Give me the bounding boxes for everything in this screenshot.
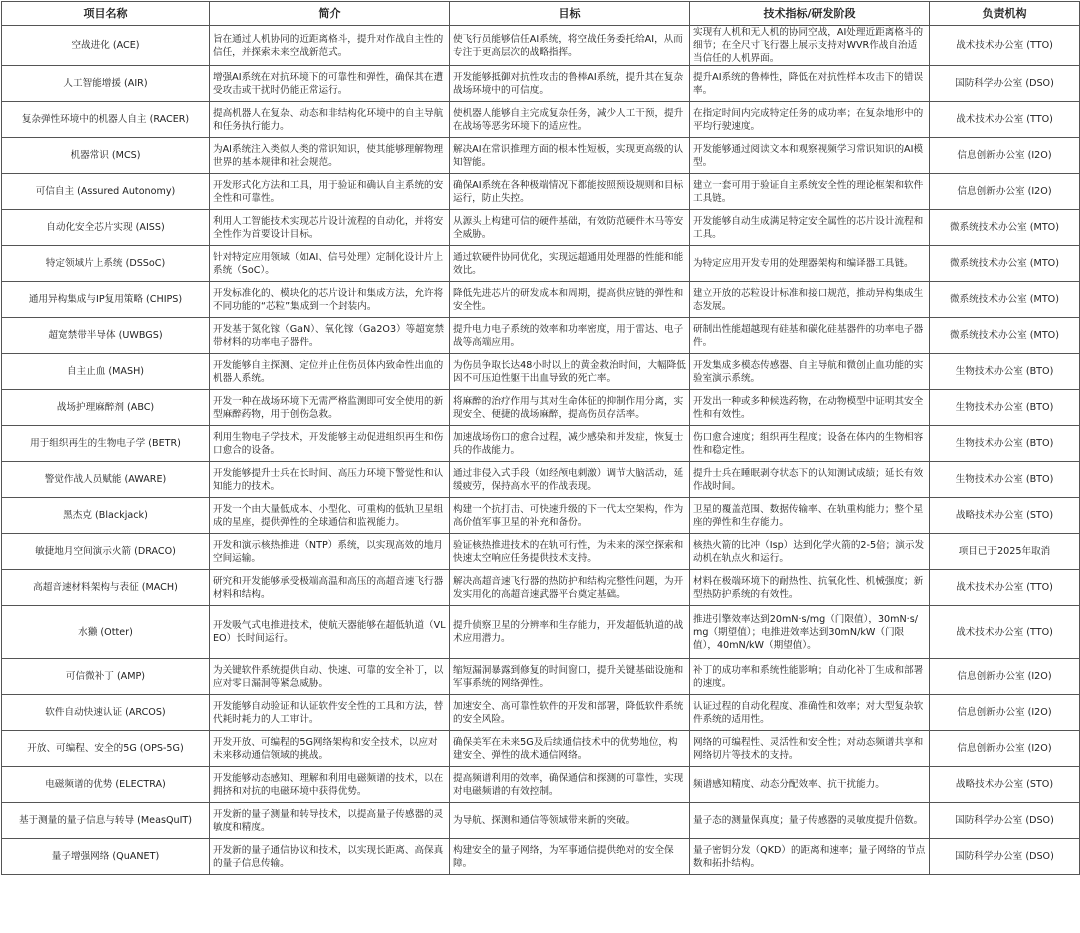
metric-cell: 补丁的成功率和系统性能影响；自动化补丁生成和部署的速度。 [690, 659, 930, 695]
intro-cell: 开发开放、可编程的5G网络架构和安全技术，以应对未来移动通信领域的挑战。 [210, 731, 450, 767]
org-cell: 生物技术办公室 (BTO) [930, 390, 1080, 426]
goal-cell: 确保AI系统在各种极端情况下都能按照预设规则和目标运行，防止失控。 [450, 174, 690, 210]
goal-cell: 验证核热推进技术的在轨可行性，为未来的深空探索和快速太空响应任务提供技术支持。 [450, 534, 690, 570]
org-cell: 生物技术办公室 (BTO) [930, 426, 1080, 462]
metric-cell: 核热火箭的比冲（Isp）达到化学火箭的2-5倍；演示发动机在轨点火和运行。 [690, 534, 930, 570]
project-name-cell: 战场护理麻醉剂 (ABC) [2, 390, 210, 426]
intro-cell: 开发新的量子测量和转导技术，以提高量子传感器的灵敏度和精度。 [210, 803, 450, 839]
metric-cell: 实现有人机和无人机的协同空战，AI处理近距离格斗的细节；在全尺寸飞行器上展示支持对WVR作战自治适当信任的人机界面。 [690, 26, 930, 66]
intro-cell: 开发能够自主探测、定位并止住伤员体内致命性出血的机器人系统。 [210, 354, 450, 390]
metric-cell: 伤口愈合速度；组织再生程度；设备在体内的生物相容性和稳定性。 [690, 426, 930, 462]
org-cell: 生物技术办公室 (BTO) [930, 462, 1080, 498]
metric-cell: 卫星的覆盖范围、数据传输率、在轨重构能力；整个星座的弹性和生存能力。 [690, 498, 930, 534]
table-row [2, 695, 1080, 731]
metric-cell: 研制出性能超越现有硅基和碳化硅基器件的功率电子器件。 [690, 318, 930, 354]
table-row [2, 210, 1080, 246]
goal-cell: 加速战场伤口的愈合过程，减少感染和并发症，恢复士兵的作战能力。 [450, 426, 690, 462]
intro-cell: 开发和演示核热推进（NTP）系统，以实现高效的地月空间运输。 [210, 534, 450, 570]
intro-cell: 提高机器人在复杂、动态和非结构化环境中的自主导航和任务执行能力。 [210, 102, 450, 138]
project-name-cell: 可信微补丁 (AMP) [2, 659, 210, 695]
intro-cell: 为关键软件系统提供自动、快速、可靠的安全补丁，以应对零日漏洞等紧急威胁。 [210, 659, 450, 695]
goal-cell: 通过非侵入式手段（如经颅电刺激）调节大脑活动，延缓疲劳，保持高水平的作战表现。 [450, 462, 690, 498]
org-cell: 战术技术办公室 (TTO) [930, 26, 1080, 66]
table-row [2, 318, 1080, 354]
intro-cell: 增强AI系统在对抗环境下的可靠性和弹性，确保其在遭受攻击或干扰时仍能正常运行。 [210, 66, 450, 102]
table-row [2, 138, 1080, 174]
goal-cell: 加速安全、高可靠性软件的开发和部署，降低软件系统的安全风险。 [450, 695, 690, 731]
org-cell: 生物技术办公室 (BTO) [930, 354, 1080, 390]
org-cell: 国防科学办公室 (DSO) [930, 803, 1080, 839]
header-metric: 技术指标/研发阶段 [690, 2, 930, 26]
org-cell: 战略技术办公室 (STO) [930, 767, 1080, 803]
metric-cell: 频谱感知精度、动态分配效率、抗干扰能力。 [690, 767, 930, 803]
project-name-cell: 人工智能增援 (AIR) [2, 66, 210, 102]
intro-cell: 开发能够自动验证和认证软件安全性的工具和方法，替代耗时耗力的人工审计。 [210, 695, 450, 731]
metric-cell: 量子态的测量保真度；量子传感器的灵敏度提升倍数。 [690, 803, 930, 839]
table-row [2, 174, 1080, 210]
metric-cell: 建立一套可用于验证自主系统安全性的理论框架和软件工具链。 [690, 174, 930, 210]
intro-cell: 研究和开发能够承受极端高温和高压的高超音速飞行器材料和结构。 [210, 570, 450, 606]
table-row [2, 606, 1080, 659]
project-name-cell: 软件自动快速认证 (ARCOS) [2, 695, 210, 731]
goal-cell: 使机器人能够自主完成复杂任务，减少人工干预，提升在战场等恶劣环境下的适应性。 [450, 102, 690, 138]
metric-cell: 为特定应用开发专用的处理器架构和编译器工具链。 [690, 246, 930, 282]
intro-cell: 利用人工智能技术实现芯片设计流程的自动化，并将安全性作为首要设计目标。 [210, 210, 450, 246]
org-cell: 信息创新办公室 (I2O) [930, 174, 1080, 210]
project-name-cell: 超宽禁带半导体 (UWBGS) [2, 318, 210, 354]
goal-cell: 开发能够抵御对抗性攻击的鲁棒AI系统，提升其在复杂战场环境中的可信度。 [450, 66, 690, 102]
metric-cell: 认证过程的自动化程度、准确性和效率；对大型复杂软件系统的适用性。 [690, 695, 930, 731]
table-row [2, 282, 1080, 318]
goal-cell: 提高频谱利用的效率，确保通信和探测的可靠性，实现对电磁频谱的有效控制。 [450, 767, 690, 803]
table-row [2, 26, 1080, 66]
project-name-cell: 空战进化 (ACE) [2, 26, 210, 66]
intro-cell: 开发一个由大量低成本、小型化、可重构的低轨卫星组成的星座，提供弹性的全球通信和监视能力。 [210, 498, 450, 534]
table-row [2, 354, 1080, 390]
project-name-cell: 敏捷地月空间演示火箭 (DRACO) [2, 534, 210, 570]
org-cell: 战术技术办公室 (TTO) [930, 102, 1080, 138]
project-name-cell: 开放、可编程、安全的5G (OPS-5G) [2, 731, 210, 767]
table-header-row [2, 2, 1080, 26]
org-cell: 微系统技术办公室 (MTO) [930, 318, 1080, 354]
goal-cell: 构建安全的量子网络，为军事通信提供绝对的安全保障。 [450, 839, 690, 875]
metric-cell: 材料在极端环境下的耐热性、抗氧化性、机械强度；新型热防护系统的有效性。 [690, 570, 930, 606]
project-name-cell: 警觉作战人员赋能 (AWARE) [2, 462, 210, 498]
intro-cell: 为AI系统注入类似人类的常识知识，使其能够理解物理世界的基本规律和社会规范。 [210, 138, 450, 174]
org-cell: 信息创新办公室 (I2O) [930, 138, 1080, 174]
goal-cell: 解决高超音速飞行器的热防护和结构完整性问题，为开发实用化的高超音速武器平台奠定基础。 [450, 570, 690, 606]
goal-cell: 降低先进芯片的研发成本和周期，提高供应链的弹性和安全性。 [450, 282, 690, 318]
project-name-cell: 特定领域片上系统 (DSSoC) [2, 246, 210, 282]
table-row [2, 246, 1080, 282]
intro-cell: 开发吸气式电推进技术，使航天器能够在超低轨道（VLEO）长时间运行。 [210, 606, 450, 659]
intro-cell: 开发新的量子通信协议和技术，以实现长距离、高保真的量子信息传输。 [210, 839, 450, 875]
table-row [2, 462, 1080, 498]
org-cell: 战略技术办公室 (STO) [930, 498, 1080, 534]
table-row [2, 839, 1080, 875]
project-name-cell: 机器常识 (MCS) [2, 138, 210, 174]
project-name-cell: 量子增强网络 (QuANET) [2, 839, 210, 875]
project-name-cell: 基于测量的量子信息与转导 (MeasQuIT) [2, 803, 210, 839]
org-cell: 微系统技术办公室 (MTO) [930, 246, 1080, 282]
org-cell: 微系统技术办公室 (MTO) [930, 210, 1080, 246]
header-project-name: 项目名称 [2, 2, 210, 26]
goal-cell: 从源头上构建可信的硬件基础，有效防范硬件木马等安全威胁。 [450, 210, 690, 246]
intro-cell: 旨在通过人机协同的近距离格斗，提升对作战自主性的信任，并探索未来空战新范式。 [210, 26, 450, 66]
table-row [2, 767, 1080, 803]
metric-cell: 推进引擎效率达到20mN·s/mg（门限值），30mN·s/mg（期望值）；电推进效率达到30mN/kW（门限值），40mN/kW（期望值）。 [690, 606, 930, 659]
intro-cell: 开发能够提升士兵在长时间、高压力环境下警觉性和认知能力的技术。 [210, 462, 450, 498]
goal-cell: 为伤员争取长达48小时以上的黄金救治时间，大幅降低因不可压迫性躯干出血导致的死亡率。 [450, 354, 690, 390]
project-name-cell: 可信自主 (Assured Autonomy) [2, 174, 210, 210]
org-cell: 战术技术办公室 (TTO) [930, 570, 1080, 606]
header-goal: 目标 [450, 2, 690, 26]
metric-cell: 提升AI系统的鲁棒性，降低在对抗性样本攻击下的错误率。 [690, 66, 930, 102]
table-row [2, 570, 1080, 606]
intro-cell: 利用生物电子学技术，开发能够主动促进组织再生和伤口愈合的设备。 [210, 426, 450, 462]
project-name-cell: 自动化安全芯片实现 (AISS) [2, 210, 210, 246]
intro-cell: 开发基于氮化镓（GaN）、氧化镓（Ga2O3）等超宽禁带材料的功率电子器件。 [210, 318, 450, 354]
metric-cell: 开发集成多模态传感器、自主导航和微创止血功能的实验室演示系统。 [690, 354, 930, 390]
metric-cell: 开发能够通过阅读文本和观察视频学习常识知识的AI模型。 [690, 138, 930, 174]
table-row [2, 66, 1080, 102]
org-cell: 战术技术办公室 (TTO) [930, 606, 1080, 659]
table-row [2, 498, 1080, 534]
goal-cell: 将麻醉的治疗作用与其对生命体征的抑制作用分离，实现安全、便捷的战场麻醉，提高伤员存活率。 [450, 390, 690, 426]
project-name-cell: 复杂弹性环境中的机器人自主 (RACER) [2, 102, 210, 138]
org-cell: 微系统技术办公室 (MTO) [930, 282, 1080, 318]
goal-cell: 确保美军在未来5G及后续通信技术中的优势地位，构建安全、弹性的战术通信网络。 [450, 731, 690, 767]
table-row [2, 102, 1080, 138]
org-cell: 信息创新办公室 (I2O) [930, 695, 1080, 731]
project-name-cell: 通用异构集成与IP复用策略 (CHIPS) [2, 282, 210, 318]
org-cell: 国防科学办公室 (DSO) [930, 66, 1080, 102]
table-body [2, 26, 1080, 875]
project-name-cell: 用于组织再生的生物电子学 (BETR) [2, 426, 210, 462]
metric-cell: 建立开放的芯粒设计标准和接口规范，推动异构集成生态发展。 [690, 282, 930, 318]
goal-cell: 使飞行员能够信任AI系统，将空战任务委托给AI，从而专注于更高层次的战略指挥。 [450, 26, 690, 66]
goal-cell: 为导航、探测和通信等领域带来新的突破。 [450, 803, 690, 839]
goal-cell: 提升侦察卫星的分辨率和生存能力，开发超低轨道的战术应用潜力。 [450, 606, 690, 659]
goal-cell: 构建一个抗打击、可快速升级的下一代太空架构，作为高价值军事卫星的补充和备份。 [450, 498, 690, 534]
metric-cell: 开发能够自动生成满足特定安全属性的芯片设计流程和工具。 [690, 210, 930, 246]
table-row [2, 659, 1080, 695]
project-name-cell: 自主止血 (MASH) [2, 354, 210, 390]
org-cell: 信息创新办公室 (I2O) [930, 731, 1080, 767]
table-row [2, 426, 1080, 462]
metric-cell: 提升士兵在睡眠剥夺状态下的认知测试成绩；延长有效作战时间。 [690, 462, 930, 498]
org-cell: 国防科学办公室 (DSO) [930, 839, 1080, 875]
metric-cell: 量子密钥分发（QKD）的距离和速率；量子网络的节点数和拓扑结构。 [690, 839, 930, 875]
header-intro: 简介 [210, 2, 450, 26]
projects-table [1, 1, 1080, 875]
metric-cell: 开发出一种或多种候选药物，在动物模型中证明其安全性和有效性。 [690, 390, 930, 426]
org-cell: 信息创新办公室 (I2O) [930, 659, 1080, 695]
metric-cell: 在指定时间内完成特定任务的成功率；在复杂地形中的平均行驶速度。 [690, 102, 930, 138]
intro-cell: 针对特定应用领域（如AI、信号处理）定制化设计片上系统（SoC）。 [210, 246, 450, 282]
table-row [2, 534, 1080, 570]
intro-cell: 开发一种在战场环境下无需严格监测即可安全使用的新型麻醉药物，用于创伤急救。 [210, 390, 450, 426]
table-row [2, 390, 1080, 426]
goal-cell: 通过软硬件协同优化，实现远超通用处理器的性能和能效比。 [450, 246, 690, 282]
intro-cell: 开发形式化方法和工具，用于验证和确认自主系统的安全性和可靠性。 [210, 174, 450, 210]
intro-cell: 开发标准化的、模块化的芯片设计和集成方法，允许将不同功能的“芯粒”集成到一个封装内。 [210, 282, 450, 318]
table-row [2, 731, 1080, 767]
project-name-cell: 电磁频谱的优势 (ELECTRA) [2, 767, 210, 803]
metric-cell: 网络的可编程性、灵活性和安全性；对动态频谱共享和网络切片等技术的支持。 [690, 731, 930, 767]
project-name-cell: 黑杰克 (Blackjack) [2, 498, 210, 534]
goal-cell: 缩短漏洞暴露到修复的时间窗口，提升关键基础设施和军事系统的网络弹性。 [450, 659, 690, 695]
goal-cell: 解决AI在常识推理方面的根本性短板，实现更高级的认知智能。 [450, 138, 690, 174]
project-name-cell: 高超音速材料架构与表征 (MACH) [2, 570, 210, 606]
goal-cell: 提升电力电子系统的效率和功率密度，用于雷达、电子战等高端应用。 [450, 318, 690, 354]
table-row [2, 803, 1080, 839]
org-cell: 项目已于2025年取消 [930, 534, 1080, 570]
intro-cell: 开发能够动态感知、理解和利用电磁频谱的技术，以在拥挤和对抗的电磁环境中获得优势。 [210, 767, 450, 803]
project-name-cell: 水獭 (Otter) [2, 606, 210, 659]
header-org: 负责机构 [930, 2, 1080, 26]
